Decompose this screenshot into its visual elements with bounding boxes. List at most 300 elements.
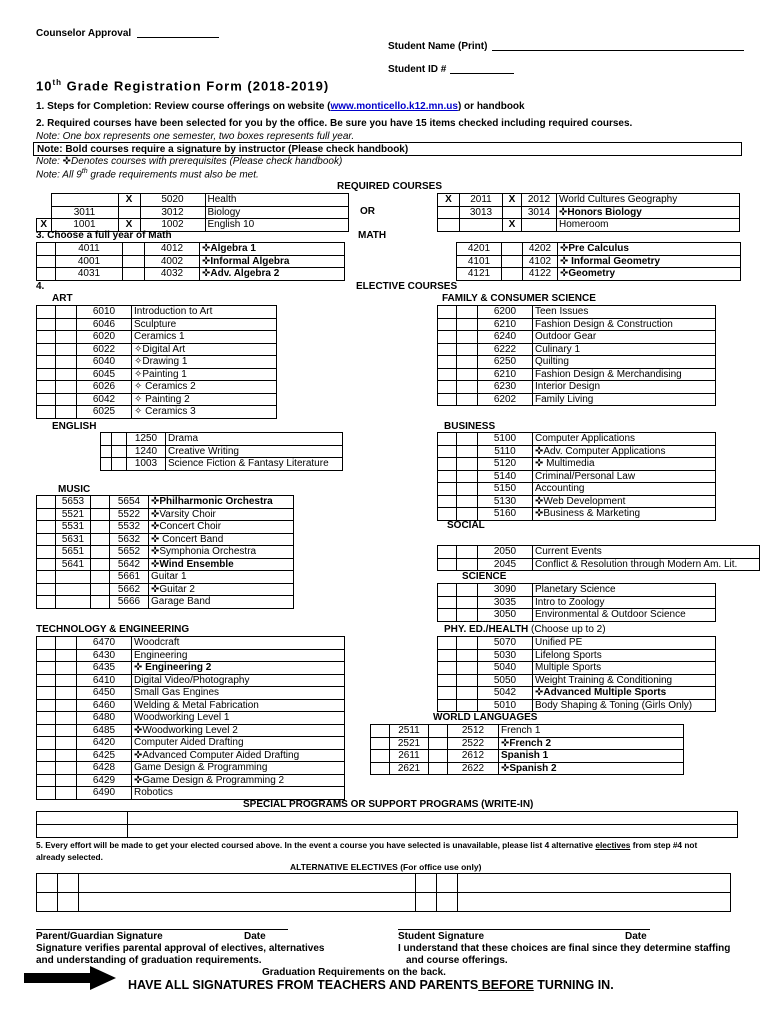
checkbox-cell[interactable] <box>457 649 478 662</box>
course-code: 6450 <box>77 687 132 700</box>
checkbox-cell[interactable] <box>56 381 77 394</box>
course-code: 5632 <box>110 533 149 546</box>
checkbox-cell[interactable] <box>457 433 478 446</box>
checkbox-cell[interactable] <box>37 558 56 571</box>
special-table <box>36 811 738 838</box>
course-code: 1003 <box>127 458 166 471</box>
table-row <box>438 649 716 662</box>
checkbox-cell[interactable] <box>438 306 457 319</box>
checkbox-cell[interactable] <box>438 356 457 369</box>
table-row <box>438 470 716 483</box>
checkbox-cell[interactable] <box>438 393 457 406</box>
course-code: 2621 <box>390 762 429 775</box>
checkbox-cell[interactable] <box>91 546 110 559</box>
table-row <box>438 508 716 521</box>
table-row <box>438 445 716 458</box>
checkbox-cell[interactable] <box>457 458 478 471</box>
table-row <box>37 637 345 650</box>
checkbox-cell[interactable] <box>56 737 77 750</box>
course-name: Ceramics 1 <box>132 331 277 344</box>
table-row <box>37 687 345 700</box>
pe-label: PHY. ED./HEALTH (Choose up to 2) <box>444 624 606 635</box>
table-row <box>37 787 345 800</box>
course-code: 5631 <box>56 533 91 546</box>
course-code: 5652 <box>110 546 149 559</box>
checkbox-cell[interactable] <box>438 674 457 687</box>
checkbox-cell[interactable] <box>457 306 478 319</box>
checkbox-cell[interactable] <box>56 774 77 787</box>
course-code: 2512 <box>448 725 499 738</box>
checkbox-cell[interactable] <box>37 508 56 521</box>
course-code: 2521 <box>390 737 429 750</box>
course-code: 6040 <box>77 356 132 369</box>
checkbox-cell[interactable] <box>37 331 56 344</box>
step-2: 2. Required courses have been selected for you by the office. Be sure you have 15 items checked including required courses. <box>36 118 633 129</box>
table-row: X 5020 Health <box>37 194 349 207</box>
course-code: 6420 <box>77 737 132 750</box>
course-name: ✧ Ceramics 2 <box>132 381 277 394</box>
course-code: 5110 <box>478 445 533 458</box>
course-code: 6222 <box>478 343 533 356</box>
social-table <box>437 545 760 571</box>
course-code: 5100 <box>478 433 533 446</box>
checkbox-cell[interactable] <box>56 724 77 737</box>
checkbox-cell[interactable] <box>37 674 56 687</box>
checkbox-cell[interactable] <box>457 508 478 521</box>
math-label: MATH <box>358 230 387 241</box>
course-name: Woodworking Level 1 <box>132 712 345 725</box>
checkbox-cell[interactable] <box>56 674 77 687</box>
checkbox-cell[interactable] <box>429 725 448 738</box>
checkbox-cell[interactable] <box>56 749 77 762</box>
checkbox-cell[interactable] <box>457 445 478 458</box>
checkbox-cell[interactable] <box>37 749 56 762</box>
checkbox-cell[interactable] <box>438 649 457 662</box>
table-row <box>37 508 294 521</box>
business-table <box>437 432 716 521</box>
checkbox-cell[interactable] <box>438 609 457 622</box>
arrow-right-icon <box>24 966 116 990</box>
special-heading: SPECIAL PROGRAMS OR SUPPORT PROGRAMS (WRITE-IN) <box>243 799 534 810</box>
checkbox-cell[interactable] <box>37 737 56 750</box>
checkbox-cell[interactable] <box>457 331 478 344</box>
checkbox-cell[interactable] <box>438 558 457 571</box>
grad-note: Graduation Requirements on the back. <box>262 967 446 978</box>
course-code: 5651 <box>56 546 91 559</box>
checkbox-cell[interactable] <box>457 584 478 597</box>
course-code: 6480 <box>77 712 132 725</box>
table-row <box>438 483 716 496</box>
math-right-table <box>456 242 741 281</box>
social-label: SOCIAL <box>447 520 485 531</box>
table-row <box>37 393 277 406</box>
checkbox-cell[interactable] <box>371 750 390 763</box>
course-name: ✜Game Design & Programming 2 <box>132 774 345 787</box>
course-code: 3035 <box>478 596 533 609</box>
checkbox-cell[interactable] <box>457 381 478 394</box>
table-row <box>438 458 716 471</box>
course-code: 6026 <box>77 381 132 394</box>
checkbox-cell[interactable] <box>56 637 77 650</box>
table-row <box>37 762 345 775</box>
checkbox-cell[interactable] <box>37 571 56 584</box>
table-row: 4101 4102 ✜ Informal Geometry <box>457 255 741 268</box>
course-name: Intro to Zoology <box>533 596 716 609</box>
checkbox-cell[interactable] <box>56 406 77 419</box>
checkbox-cell[interactable] <box>457 637 478 650</box>
checkbox-cell[interactable] <box>56 356 77 369</box>
course-code: 3090 <box>478 584 533 597</box>
checkbox-cell[interactable] <box>37 787 56 800</box>
checkbox-cell[interactable] <box>438 508 457 521</box>
checkbox-cell[interactable] <box>56 331 77 344</box>
course-name: Engineering <box>132 649 345 662</box>
music-label: MUSIC <box>58 484 91 495</box>
table-row <box>37 306 277 319</box>
course-code: 6210 <box>478 318 533 331</box>
checkbox-cell[interactable] <box>91 571 110 584</box>
course-code: 5521 <box>56 508 91 521</box>
course-name: Drama <box>166 433 343 446</box>
table-row <box>101 433 343 446</box>
table-row: 3013 3014 ✜Honors Biology <box>438 206 740 219</box>
table-row <box>37 812 738 825</box>
checkbox-cell[interactable] <box>56 306 77 319</box>
table-row <box>37 583 294 596</box>
checkbox-cell[interactable] <box>438 546 457 559</box>
course-name: Interior Design <box>533 381 716 394</box>
student-name-line[interactable] <box>492 50 744 51</box>
table-row <box>37 521 294 534</box>
checkbox-cell[interactable] <box>37 393 56 406</box>
course-name: Guitar 1 <box>149 571 294 584</box>
checkbox-cell[interactable] <box>56 687 77 700</box>
checkbox-cell[interactable] <box>429 737 448 750</box>
table-row <box>37 662 345 675</box>
checkbox-cell[interactable] <box>37 496 56 509</box>
table-row <box>37 533 294 546</box>
course-code: 6429 <box>77 774 132 787</box>
course-name: ✜Woodworking Level 2 <box>132 724 345 737</box>
table-row <box>371 750 684 763</box>
table-row <box>37 558 294 571</box>
course-code: 5140 <box>478 470 533 483</box>
course-code: 5654 <box>110 496 149 509</box>
checkbox-cell[interactable] <box>37 724 56 737</box>
course-name: ✜ Engineering 2 <box>132 662 345 675</box>
table-row <box>37 496 294 509</box>
table-row <box>37 825 738 838</box>
website-link[interactable]: www.monticello.k12.mn.us <box>330 101 458 112</box>
course-name: ✜Wind Ensemble <box>149 558 294 571</box>
checkbox-cell[interactable] <box>371 725 390 738</box>
checkbox-cell[interactable] <box>457 546 478 559</box>
student-signature-label: Student Signature <box>398 931 485 942</box>
checkbox-cell[interactable] <box>457 495 478 508</box>
table-row <box>438 596 716 609</box>
table-row <box>438 368 716 381</box>
table-row <box>37 749 345 762</box>
parent-signature-label: Parent/Guardian Signature <box>36 931 163 942</box>
checkbox-cell[interactable] <box>56 762 77 775</box>
checkbox-cell[interactable] <box>457 558 478 571</box>
checkbox-cell[interactable] <box>37 662 56 675</box>
course-code: 6410 <box>77 674 132 687</box>
checkbox-cell[interactable] <box>37 381 56 394</box>
checkbox-cell[interactable] <box>56 343 77 356</box>
checkbox-cell[interactable] <box>37 546 56 559</box>
table-row <box>37 874 731 893</box>
checkbox-cell[interactable] <box>438 699 457 712</box>
math-left-table <box>36 242 345 281</box>
table-row <box>371 737 684 750</box>
final-instruction: HAVE ALL SIGNATURES FROM TEACHERS AND PARENTS BEFORE TURNING IN. <box>128 978 614 992</box>
checkbox-cell[interactable] <box>91 558 110 571</box>
course-name: Computer Aided Drafting <box>132 737 345 750</box>
table-row <box>438 584 716 597</box>
checkbox-cell[interactable] <box>37 343 56 356</box>
checkbox-cell[interactable] <box>101 458 112 471</box>
course-code: 5661 <box>110 571 149 584</box>
checkbox-cell[interactable] <box>56 787 77 800</box>
checkbox-cell[interactable] <box>56 393 77 406</box>
table-row <box>37 674 345 687</box>
course-name: ✜Philharmonic Orchestra <box>149 496 294 509</box>
checkbox-cell[interactable] <box>438 381 457 394</box>
checkbox-cell[interactable] <box>438 687 457 700</box>
checkbox-cell[interactable] <box>438 433 457 446</box>
checkbox-cell[interactable] <box>429 750 448 763</box>
checkbox-cell[interactable] <box>91 583 110 596</box>
course-name: Fashion Design & Construction <box>533 318 716 331</box>
table-row <box>438 433 716 446</box>
checkbox-cell[interactable] <box>457 483 478 496</box>
course-code: 6202 <box>478 393 533 406</box>
course-name: ✜Advanced Multiple Sports <box>533 687 716 700</box>
checkbox-cell[interactable] <box>37 406 56 419</box>
table-row <box>37 368 277 381</box>
required-left-table <box>36 193 349 232</box>
note-boxes: Note: One box represents one semester, two boxes represents full year. <box>36 131 355 142</box>
course-name: Spanish 1 <box>499 750 684 763</box>
languages-table <box>370 724 684 775</box>
checkbox-cell[interactable] <box>457 368 478 381</box>
course-name: Science Fiction & Fantasy Literature <box>166 458 343 471</box>
course-name: Woodcraft <box>132 637 345 650</box>
course-name: ✧ Ceramics 3 <box>132 406 277 419</box>
course-code: 5040 <box>478 662 533 675</box>
course-code: 5641 <box>56 558 91 571</box>
table-row <box>37 649 345 662</box>
checkbox-cell[interactable] <box>438 458 457 471</box>
checkbox-cell[interactable] <box>438 483 457 496</box>
facs-label: FAMILY & CONSUMER SCIENCE <box>442 293 596 304</box>
table-row <box>438 381 716 394</box>
course-name: Body Shaping & Toning (Girls Only) <box>533 699 716 712</box>
table-row <box>37 331 277 344</box>
table-row <box>438 687 716 700</box>
course-code: 6230 <box>478 381 533 394</box>
course-code: 6045 <box>77 368 132 381</box>
parent-date-label: Date <box>244 931 266 942</box>
checkbox-cell[interactable] <box>37 583 56 596</box>
course-code: 2612 <box>448 750 499 763</box>
checkbox-cell[interactable] <box>101 445 112 458</box>
checkbox-cell[interactable] <box>37 356 56 369</box>
course-name: Unified PE <box>533 637 716 650</box>
checkbox-cell[interactable] <box>56 649 77 662</box>
table-row: 4201 4202 ✜Pre Calculus <box>457 243 741 256</box>
course-name: Fashion Design & Merchandising <box>533 368 716 381</box>
required-heading: REQUIRED COURSES <box>337 181 443 192</box>
table-row <box>37 356 277 369</box>
checkbox-cell[interactable] <box>37 649 56 662</box>
table-row <box>101 458 343 471</box>
math-heading: 3. Choose a full year of Math <box>36 230 172 241</box>
checkbox-cell[interactable] <box>457 699 478 712</box>
checkbox-cell[interactable] <box>457 343 478 356</box>
table-row <box>438 546 760 559</box>
student-id-line[interactable] <box>450 73 514 74</box>
table-row <box>37 381 277 394</box>
course-code: 6010 <box>77 306 132 319</box>
checkbox-cell[interactable] <box>112 445 127 458</box>
course-code: 5532 <box>110 521 149 534</box>
student-signature-line[interactable] <box>398 929 650 930</box>
course-name: Culinary 1 <box>533 343 716 356</box>
course-code: 3050 <box>478 609 533 622</box>
checkbox-cell[interactable] <box>371 762 390 775</box>
checkbox-cell[interactable] <box>438 596 457 609</box>
course-code: 2611 <box>390 750 429 763</box>
student-note-2: and course offerings. <box>406 955 508 966</box>
course-code: 2050 <box>478 546 533 559</box>
checkbox-cell[interactable] <box>91 596 110 609</box>
checkbox-cell[interactable] <box>438 331 457 344</box>
course-code: 1250 <box>127 433 166 446</box>
table-row <box>438 609 716 622</box>
checkbox-cell[interactable] <box>37 318 56 331</box>
checkbox-cell[interactable] <box>438 318 457 331</box>
table-row: 4001 4002 ✜Informal Algebra <box>37 255 345 268</box>
course-name: ✧ Painting 2 <box>132 393 277 406</box>
course-name: ✧Digital Art <box>132 343 277 356</box>
course-name: Small Gas Engines <box>132 687 345 700</box>
checkbox-cell[interactable] <box>438 368 457 381</box>
course-name: ✜French 2 <box>499 737 684 750</box>
checkbox-cell[interactable] <box>91 508 110 521</box>
table-row: 3011 3012 Biology <box>37 206 349 219</box>
table-row <box>37 318 277 331</box>
checkbox-cell[interactable] <box>37 368 56 381</box>
checkbox-cell[interactable] <box>457 662 478 675</box>
course-code: 6022 <box>77 343 132 356</box>
checkbox-cell[interactable] <box>457 674 478 687</box>
checkbox-cell[interactable] <box>56 368 77 381</box>
table-row <box>371 762 684 775</box>
checkbox-cell[interactable] <box>56 712 77 725</box>
checkbox-cell[interactable] <box>438 584 457 597</box>
checkbox-cell[interactable] <box>438 470 457 483</box>
table-row: 4121 4122 ✜Geometry <box>457 268 741 281</box>
music-table <box>36 495 294 609</box>
course-name: Current Events <box>533 546 760 559</box>
course-name: ✜Varsity Choir <box>149 508 294 521</box>
checkbox-cell[interactable] <box>457 318 478 331</box>
checkbox-cell[interactable] <box>37 637 56 650</box>
or-label: OR <box>360 206 375 217</box>
checkbox-cell[interactable] <box>91 496 110 509</box>
course-name: French 1 <box>499 725 684 738</box>
checkbox-cell[interactable] <box>37 687 56 700</box>
course-name: ✜Adv. Computer Applications <box>533 445 716 458</box>
course-name: ✜Spanish 2 <box>499 762 684 775</box>
checkbox-cell[interactable] <box>37 533 56 546</box>
checkbox-cell[interactable] <box>457 356 478 369</box>
checkbox-cell[interactable] <box>37 699 56 712</box>
checkbox-cell[interactable] <box>37 762 56 775</box>
checkbox-cell[interactable] <box>438 343 457 356</box>
checkbox-cell[interactable] <box>438 445 457 458</box>
checkbox-cell[interactable] <box>438 662 457 675</box>
table-row <box>438 318 716 331</box>
checkbox-cell[interactable] <box>56 699 77 712</box>
checkbox-cell[interactable] <box>37 774 56 787</box>
course-name: Creative Writing <box>166 445 343 458</box>
course-name: Robotics <box>132 787 345 800</box>
parent-signature-line[interactable] <box>36 929 288 930</box>
course-code: 5150 <box>478 483 533 496</box>
checkbox-cell[interactable] <box>429 762 448 775</box>
checkbox-cell[interactable] <box>37 712 56 725</box>
checkbox-cell[interactable] <box>457 393 478 406</box>
checkbox-cell[interactable] <box>37 596 56 609</box>
checkbox-cell[interactable] <box>457 609 478 622</box>
course-name: Environmental & Outdoor Science <box>533 609 716 622</box>
table-row: 4011 4012 ✜Algebra 1 <box>37 243 345 256</box>
course-name: ✜Advanced Computer Aided Drafting <box>132 749 345 762</box>
course-code: 2045 <box>478 558 533 571</box>
checkbox-cell[interactable] <box>457 470 478 483</box>
course-name: Multiple Sports <box>533 662 716 675</box>
checkbox-cell[interactable] <box>112 433 127 446</box>
counselor-line[interactable] <box>137 37 219 38</box>
checkbox-cell[interactable] <box>101 433 112 446</box>
checkbox-cell[interactable] <box>438 637 457 650</box>
course-code: 5030 <box>478 649 533 662</box>
checkbox-cell[interactable] <box>112 458 127 471</box>
course-name: Welding & Metal Fabrication <box>132 699 345 712</box>
table-row <box>37 724 345 737</box>
checkbox-cell[interactable] <box>37 306 56 319</box>
course-code: 5160 <box>478 508 533 521</box>
checkbox-cell[interactable] <box>457 596 478 609</box>
checkbox-cell[interactable] <box>371 737 390 750</box>
checkbox-cell[interactable] <box>91 521 110 534</box>
checkbox-cell[interactable] <box>91 533 110 546</box>
course-name: Outdoor Gear <box>533 331 716 344</box>
checkbox-cell[interactable] <box>56 318 77 331</box>
course-name: ✜Business & Marketing <box>533 508 716 521</box>
checkbox-cell[interactable] <box>438 495 457 508</box>
student-name-label: Student Name (Print) <box>388 41 488 52</box>
course-code: 6428 <box>77 762 132 775</box>
course-name: Game Design & Programming <box>132 762 345 775</box>
table-row <box>438 356 716 369</box>
checkbox-cell[interactable] <box>457 687 478 700</box>
checkbox-cell[interactable] <box>56 662 77 675</box>
checkbox-cell[interactable] <box>37 521 56 534</box>
